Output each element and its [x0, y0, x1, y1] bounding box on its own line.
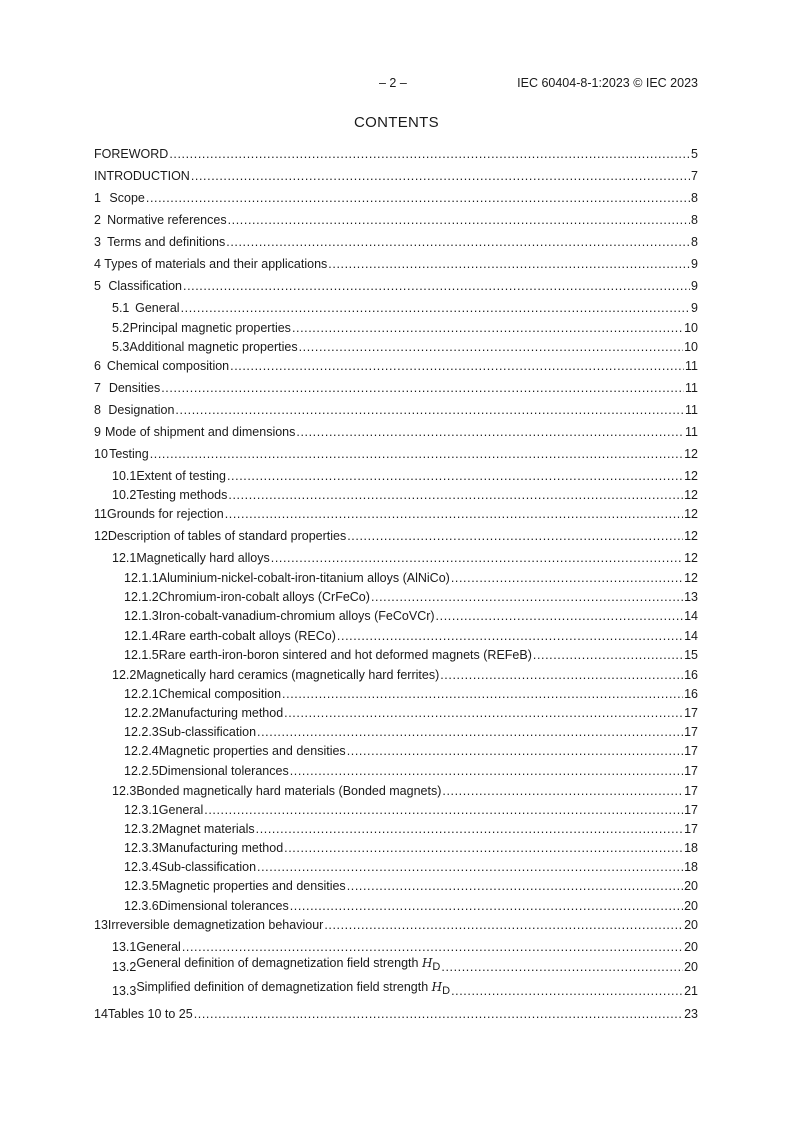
toc-entry[interactable] [124, 608, 698, 624]
toc-leader-dots [256, 821, 683, 837]
toc-entry[interactable] [94, 168, 698, 184]
toc-entry[interactable] [124, 859, 698, 875]
toc-leader-dots [290, 763, 683, 779]
toc-entry-page: 9 [691, 301, 698, 315]
toc-entry-title: Dimensional tolerances [158, 764, 289, 778]
field-strength-symbol: HD [421, 956, 441, 973]
toc-leader-dots [194, 1006, 683, 1022]
toc-leader-dots [182, 939, 683, 955]
toc-entry-title: Principal magnetic properties [129, 321, 291, 335]
toc-entry-page: 11 [685, 425, 698, 439]
toc-entry[interactable] [94, 506, 698, 522]
toc-leader-dots [296, 424, 684, 440]
toc-leader-dots [371, 589, 683, 605]
toc-leader-dots [150, 446, 683, 462]
toc-entry[interactable] [112, 783, 698, 799]
toc-entry[interactable] [112, 300, 698, 316]
toc-entry-page: 20 [684, 940, 698, 954]
toc-entry-page: 17 [684, 822, 698, 836]
toc-leader-dots [441, 959, 683, 975]
toc-entry-page: 17 [684, 764, 698, 778]
symbol-subscript: D [432, 961, 441, 973]
toc-leader-dots [533, 647, 683, 663]
toc-entry[interactable] [94, 212, 698, 228]
toc-entry-page: 9 [691, 257, 698, 271]
toc-entry-title: Terms and definitions [107, 235, 226, 249]
toc-entry-title: Tables 10 to 25 [107, 1007, 193, 1021]
toc-entry-number: 13 [94, 918, 108, 932]
toc-entry-number: 12.3.1 [124, 803, 159, 817]
toc-entry[interactable] [112, 956, 698, 975]
toc-entry-number: 12.2.5 [124, 764, 159, 778]
toc-leader-dots [228, 487, 683, 503]
toc-entry-number: 12.3.2 [124, 822, 159, 836]
field-strength-symbol: HD [431, 980, 451, 997]
toc-entry[interactable] [94, 190, 698, 206]
toc-leader-dots [191, 168, 690, 184]
toc-entry[interactable] [112, 487, 698, 503]
toc-entry-title: Simplified definition of demagnetization field strength HD [136, 980, 451, 997]
toc-leader-dots [181, 300, 690, 316]
toc-entry-number: 12.3.6 [124, 899, 159, 913]
toc-entry-page: 8 [691, 235, 698, 249]
toc-entry-title: Description of tables of standard properties [107, 529, 347, 543]
toc-entry-number: 7 [94, 381, 101, 395]
toc-entry-title: Types of materials and their applications [104, 257, 328, 271]
toc-entry[interactable] [124, 743, 698, 759]
toc-entry-number: 5 [94, 279, 101, 293]
toc-entry-number: 10 [94, 447, 108, 461]
toc-entry-number: 12.2.2 [124, 706, 159, 720]
toc-entry-number: 1 [94, 191, 101, 205]
toc-entry[interactable] [94, 917, 698, 933]
toc-entry-title: Rare earth-cobalt alloys (RECo) [158, 629, 336, 643]
toc-entry-title: Sub-classification [158, 860, 257, 874]
toc-entry-page: 12 [684, 507, 698, 521]
toc-entry-title: Magnetic properties and densities [158, 744, 346, 758]
toc-entry-page: 17 [684, 803, 698, 817]
toc-entry-title: Designation [108, 403, 175, 417]
toc-entry-title: Aluminium-nickel-cobalt-iron-titanium alloys (AlNiCo) [158, 571, 450, 585]
toc-entry-page: 7 [691, 169, 698, 183]
toc-leader-dots [284, 840, 683, 856]
toc-entry-page: 9 [691, 279, 698, 293]
toc-leader-dots [161, 380, 684, 396]
toc-entry-page: 16 [684, 668, 698, 682]
toc-entry-page: 12 [684, 571, 698, 585]
toc-entry-title: Magnetically hard alloys [136, 551, 270, 565]
toc-entry-number: 12.1.2 [124, 590, 159, 604]
toc-entry[interactable] [94, 446, 698, 462]
toc-entry-page: 18 [684, 860, 698, 874]
toc-entry-page: 10 [684, 321, 698, 335]
toc-entry-number: 2 [94, 213, 101, 227]
toc-entry-title: General [135, 301, 180, 315]
toc-entry-page: 23 [684, 1007, 698, 1021]
toc-entry-title: Normative references [107, 213, 227, 227]
toc-entry[interactable] [94, 278, 698, 294]
toc-entry[interactable] [94, 358, 698, 374]
toc-entry-page: 10 [684, 340, 698, 354]
toc-entry-page: 20 [684, 879, 698, 893]
toc-entry[interactable] [124, 686, 698, 702]
toc-entry-page: 15 [684, 648, 698, 662]
page-header [0, 76, 793, 92]
toc-entry-page: 17 [684, 706, 698, 720]
toc-leader-dots [146, 190, 690, 206]
toc-entry-page: 8 [691, 191, 698, 205]
toc-entry-page: 12 [684, 447, 698, 461]
toc-entry-page: 8 [691, 213, 698, 227]
toc-entry-number: 10.2 [112, 488, 137, 502]
toc-entry-title: Manufacturing method [158, 841, 284, 855]
symbol-subscript: D [442, 985, 451, 997]
toc-entry-title: Bonded magnetically hard materials (Bonded magnets) [136, 784, 442, 798]
toc-entry-page: 20 [684, 899, 698, 913]
toc-entry-page: 12 [684, 469, 698, 483]
toc-entry-page: 20 [684, 960, 698, 974]
toc-entry-title: Magnetic properties and densities [158, 879, 346, 893]
toc-entry-title: Chemical composition [106, 359, 230, 373]
toc-entry-title: Testing [109, 447, 149, 461]
toc-leader-dots [337, 628, 683, 644]
toc-entry-page: 16 [684, 687, 698, 701]
toc-entry[interactable] [112, 320, 698, 336]
toc-leader-dots [451, 983, 683, 999]
toc-leader-dots [169, 146, 690, 162]
toc-entry[interactable] [124, 628, 698, 644]
toc-leader-dots [440, 667, 683, 683]
toc-entry-title: Testing methods [136, 488, 228, 502]
toc-leader-dots [282, 686, 683, 702]
toc-entry-number: 13.3 [112, 984, 137, 998]
toc-leader-dots [228, 212, 690, 228]
toc-leader-dots [347, 743, 683, 759]
toc-entry-number: 3 [94, 235, 101, 249]
toc-leader-dots [257, 724, 683, 740]
toc-entry-number: 4 [94, 257, 101, 271]
toc-entry[interactable] [94, 380, 698, 396]
toc-entry[interactable] [124, 878, 698, 894]
toc-entry-number: 12.2.3 [124, 725, 159, 739]
toc-leader-dots [271, 550, 683, 566]
toc-entry-title: Mode of shipment and dimensions [104, 425, 296, 439]
toc-entry-number: 6 [94, 359, 101, 373]
toc-entry-title: Magnet materials [158, 822, 255, 836]
toc-entry[interactable] [94, 1006, 698, 1022]
toc-entry-title: FOREWORD [94, 147, 169, 161]
toc-leader-dots [290, 898, 683, 914]
standard-reference: IEC 60404-8-1:2023 © IEC 2023 [517, 76, 698, 90]
toc-entry[interactable] [124, 705, 698, 721]
toc-entry[interactable] [124, 647, 698, 663]
toc-entry-number: 12.2.1 [124, 687, 159, 701]
toc-entry-page: 20 [684, 918, 698, 932]
toc-entry-number: 12.2 [112, 668, 137, 682]
toc-leader-dots [230, 358, 684, 374]
toc-leader-dots [284, 705, 683, 721]
toc-entry[interactable] [112, 550, 698, 566]
toc-entry-page: 21 [684, 984, 698, 998]
toc-entry-title: Extent of testing [136, 469, 226, 483]
toc-entry-number: 13.2 [112, 960, 137, 974]
toc-leader-dots [175, 402, 684, 418]
toc-entry-number: 14 [94, 1007, 108, 1021]
toc-entry[interactable] [124, 763, 698, 779]
toc-entry-page: 12 [684, 488, 698, 502]
toc-entry-number: 12.3 [112, 784, 137, 798]
toc-entry-title: Sub-classification [158, 725, 257, 739]
toc-entry-number: 12.1.5 [124, 648, 159, 662]
toc-entry-page: 17 [684, 725, 698, 739]
toc-entry-number: 12.1 [112, 551, 137, 565]
toc-entry-page: 12 [684, 529, 698, 543]
toc-entry-title: Additional magnetic properties [129, 340, 298, 354]
toc-entry-page: 17 [684, 744, 698, 758]
toc-leader-dots [347, 528, 683, 544]
toc-entry-number: 5.2 [112, 321, 130, 335]
toc-entry-title: Irreversible demagnetization behaviour [107, 918, 324, 932]
toc-entry[interactable] [124, 898, 698, 914]
toc-entry-page: 11 [685, 359, 698, 373]
toc-leader-dots [436, 608, 684, 624]
toc-entry-page: 18 [684, 841, 698, 855]
toc-entry-number: 5.3 [112, 340, 130, 354]
toc-entry-title: General [158, 803, 204, 817]
toc-entry-number: 12 [94, 529, 108, 543]
toc-entry-number: 12.3.3 [124, 841, 159, 855]
toc-entry-number: 12.3.5 [124, 879, 159, 893]
toc-entry[interactable] [94, 402, 698, 418]
toc-entry-title: Magnetically hard ceramics (magnetically hard ferrites) [136, 668, 440, 682]
toc-entry-number: 11 [94, 507, 107, 521]
toc-entry[interactable] [124, 821, 698, 837]
toc-entry-title: INTRODUCTION [94, 169, 190, 183]
toc-entry-number: 12.3.4 [124, 860, 159, 874]
toc-leader-dots [328, 256, 690, 272]
toc-entry-title: Chromium-iron-cobalt alloys (CrFeCo) [158, 590, 370, 604]
toc-entry-page: 5 [691, 147, 698, 161]
toc-entry-number: 9 [94, 425, 101, 439]
toc-entry-title: Manufacturing method [158, 706, 284, 720]
toc-entry-page: 11 [685, 403, 698, 417]
toc-entry-number: 12.1.4 [124, 629, 159, 643]
toc-leader-dots [183, 278, 690, 294]
toc-leader-dots [442, 783, 683, 799]
toc-leader-dots [225, 506, 683, 522]
toc-leader-dots [324, 917, 683, 933]
toc-leader-dots [299, 339, 684, 355]
toc-entry-number: 13.1 [112, 940, 137, 954]
toc-entry-title: Classification [108, 279, 182, 293]
toc-entry-number: 10.1 [112, 469, 137, 483]
toc-entry[interactable] [112, 980, 698, 999]
toc-entry-page: 17 [684, 784, 698, 798]
toc-entry-page: 12 [684, 551, 698, 565]
toc-leader-dots [257, 859, 683, 875]
toc-entry-title: Dimensional tolerances [158, 899, 289, 913]
toc-entry[interactable] [112, 468, 698, 484]
toc-entry-page: 14 [684, 629, 698, 643]
toc-entry[interactable] [124, 724, 698, 740]
toc-leader-dots [227, 468, 683, 484]
toc-entry-number: 5.1 [112, 301, 130, 315]
toc-entry[interactable] [124, 840, 698, 856]
toc-entry-title: Densities [108, 381, 161, 395]
toc-entry-title: General definition of demagnetization field strength HD [136, 956, 441, 973]
toc-entry-number: 12.1.1 [124, 571, 159, 585]
toc-entry-title: Rare earth-iron-boron sintered and hot deformed magnets (REFeB) [158, 648, 532, 662]
toc-leader-dots [347, 878, 683, 894]
toc-entry-title: Iron-cobalt-vanadium-chromium alloys (FeCoVCr) [158, 609, 435, 623]
toc-entry-title: General [136, 940, 181, 954]
contents-title: CONTENTS [354, 114, 439, 131]
toc-entry-number: 12.2.4 [124, 744, 159, 758]
toc-entry[interactable] [112, 339, 698, 355]
toc-entry-number: 12.1.3 [124, 609, 159, 623]
toc-entry[interactable] [124, 589, 698, 605]
toc-leader-dots [226, 234, 690, 250]
toc-entry[interactable] [94, 528, 698, 544]
toc-entry-page: 14 [684, 609, 698, 623]
toc-entry-title: Chemical composition [158, 687, 282, 701]
toc-entry[interactable] [112, 939, 698, 955]
toc-entry-number: 8 [94, 403, 101, 417]
toc-leader-dots [204, 802, 683, 818]
toc-entry[interactable] [94, 424, 698, 440]
toc-entry-page: 13 [684, 590, 698, 604]
toc-entry[interactable] [94, 234, 698, 250]
toc-entry-title: Grounds for rejection [106, 507, 224, 521]
toc-entry[interactable] [124, 802, 698, 818]
toc-entry[interactable] [94, 256, 698, 272]
toc-entry[interactable] [124, 570, 698, 586]
toc-leader-dots [451, 570, 683, 586]
page-number: – 2 – [379, 76, 407, 90]
toc-entry-page: 11 [685, 381, 698, 395]
toc-entry-title: Scope [109, 191, 145, 205]
toc-leader-dots [292, 320, 683, 336]
toc-entry[interactable] [112, 667, 698, 683]
toc-entry[interactable] [94, 146, 698, 162]
